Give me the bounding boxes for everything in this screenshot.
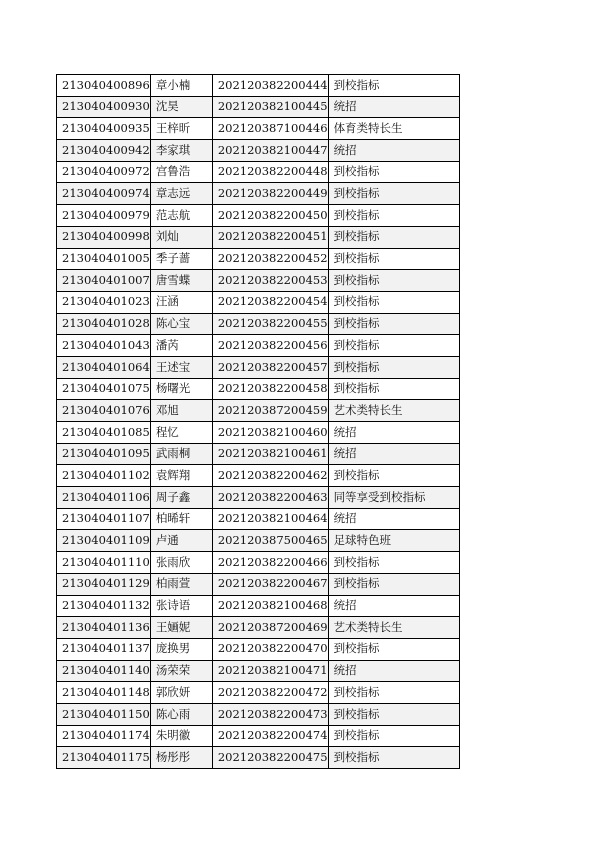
admission-category-cell: 统招 (328, 443, 459, 465)
admission-category-cell: 到校指标 (328, 270, 459, 292)
table-row (57, 313, 460, 335)
exam-number-cell: 213040401110 (57, 552, 151, 574)
table-row (57, 183, 460, 205)
admission-category-cell: 到校指标 (328, 378, 459, 400)
student-name-cell: 唐雪蝶 (150, 270, 212, 292)
table-row (57, 465, 460, 487)
student-name-cell: 王述宝 (150, 356, 212, 378)
student-name-cell: 潘芮 (150, 335, 212, 357)
table-row (57, 118, 460, 140)
table-row (57, 270, 460, 292)
admission-number-cell: 202120382200452 (212, 248, 328, 270)
exam-number-cell: 213040400998 (57, 226, 151, 248)
admission-category-cell: 到校指标 (328, 465, 459, 487)
admission-category-cell: 同等享受到校指标 (328, 487, 459, 509)
table-row (57, 96, 460, 118)
table-row (57, 508, 460, 530)
admission-category-cell: 体育类特长生 (328, 118, 459, 140)
exam-number-cell: 213040401129 (57, 573, 151, 595)
student-name-cell: 刘灿 (150, 226, 212, 248)
student-name-cell: 程忆 (150, 422, 212, 444)
table-row (57, 205, 460, 227)
table-row (57, 335, 460, 357)
admission-number-cell: 202120387500465 (212, 530, 328, 552)
exam-number-cell: 213040401043 (57, 335, 151, 357)
admission-category-cell: 艺术类特长生 (328, 617, 459, 639)
admission-number-cell: 202120382200472 (212, 682, 328, 704)
table-row (57, 682, 460, 704)
exam-number-cell: 213040401175 (57, 747, 151, 769)
table-row (57, 638, 460, 660)
table-row (57, 660, 460, 682)
student-name-cell: 王梓昕 (150, 118, 212, 140)
exam-number-cell: 213040400942 (57, 140, 151, 162)
admission-table (56, 74, 460, 769)
student-name-cell: 张雨欣 (150, 552, 212, 574)
admission-number-cell: 202120382200456 (212, 335, 328, 357)
table-row (57, 443, 460, 465)
admission-number-cell: 202120382200453 (212, 270, 328, 292)
exam-number-cell: 213040400974 (57, 183, 151, 205)
admission-number-cell: 202120382200475 (212, 747, 328, 769)
admission-category-cell: 足球特色班 (328, 530, 459, 552)
admission-number-cell: 202120382200444 (212, 75, 328, 97)
table-row (57, 487, 460, 509)
admission-category-cell: 统招 (328, 96, 459, 118)
table-row (57, 226, 460, 248)
admission-category-cell: 统招 (328, 140, 459, 162)
admission-number-cell: 202120382200454 (212, 291, 328, 313)
exam-number-cell: 213040401137 (57, 638, 151, 660)
admission-category-cell: 到校指标 (328, 313, 459, 335)
exam-number-cell: 213040400896 (57, 75, 151, 97)
table-row (57, 422, 460, 444)
admission-category-cell: 到校指标 (328, 161, 459, 183)
admission-category-cell: 到校指标 (328, 682, 459, 704)
table-row (57, 400, 460, 422)
exam-number-cell: 213040401023 (57, 291, 151, 313)
admission-table-body (57, 75, 460, 769)
exam-number-cell: 213040401140 (57, 660, 151, 682)
student-name-cell: 章志远 (150, 183, 212, 205)
student-name-cell: 宫鲁浩 (150, 161, 212, 183)
exam-number-cell: 213040401005 (57, 248, 151, 270)
table-row (57, 248, 460, 270)
student-name-cell: 张诗语 (150, 595, 212, 617)
student-name-cell: 邓旭 (150, 400, 212, 422)
admission-category-cell: 到校指标 (328, 725, 459, 747)
exam-number-cell: 213040401007 (57, 270, 151, 292)
admission-category-cell: 到校指标 (328, 291, 459, 313)
exam-number-cell: 213040401076 (57, 400, 151, 422)
admission-category-cell: 到校指标 (328, 356, 459, 378)
admission-number-cell: 202120382200448 (212, 161, 328, 183)
student-name-cell: 汤荣荣 (150, 660, 212, 682)
admission-number-cell: 202120382200466 (212, 552, 328, 574)
student-name-cell: 陈心雨 (150, 703, 212, 725)
table-row (57, 573, 460, 595)
admission-number-cell: 202120382100460 (212, 422, 328, 444)
admission-number-cell: 202120382100464 (212, 508, 328, 530)
table-row (57, 530, 460, 552)
exam-number-cell: 213040401132 (57, 595, 151, 617)
admission-number-cell: 202120382100461 (212, 443, 328, 465)
student-name-cell: 庞换男 (150, 638, 212, 660)
admission-number-cell: 202120382200451 (212, 226, 328, 248)
admission-category-cell: 到校指标 (328, 75, 459, 97)
table-row (57, 378, 460, 400)
admission-number-cell: 202120382100447 (212, 140, 328, 162)
table-row (57, 747, 460, 769)
student-name-cell: 李家琪 (150, 140, 212, 162)
admission-number-cell: 202120382200450 (212, 205, 328, 227)
admission-number-cell: 202120382200470 (212, 638, 328, 660)
table-row (57, 161, 460, 183)
admission-number-cell: 202120382200449 (212, 183, 328, 205)
admission-category-cell: 到校指标 (328, 747, 459, 769)
student-name-cell: 陈心宝 (150, 313, 212, 335)
admission-category-cell: 到校指标 (328, 248, 459, 270)
admission-number-cell: 202120382200455 (212, 313, 328, 335)
table-row (57, 617, 460, 639)
exam-number-cell: 213040401064 (57, 356, 151, 378)
student-name-cell: 柏晞轩 (150, 508, 212, 530)
exam-number-cell: 213040401085 (57, 422, 151, 444)
admission-number-cell: 202120382100445 (212, 96, 328, 118)
student-name-cell: 周子鑫 (150, 487, 212, 509)
admission-category-cell: 统招 (328, 595, 459, 617)
table-row (57, 140, 460, 162)
exam-number-cell: 213040400930 (57, 96, 151, 118)
student-name-cell: 章小楠 (150, 75, 212, 97)
student-name-cell: 汪涵 (150, 291, 212, 313)
table-row (57, 552, 460, 574)
admission-category-cell: 到校指标 (328, 226, 459, 248)
admission-number-cell: 202120387200459 (212, 400, 328, 422)
exam-number-cell: 213040401028 (57, 313, 151, 335)
exam-number-cell: 213040400935 (57, 118, 151, 140)
student-name-cell: 季子蔷 (150, 248, 212, 270)
admission-category-cell: 到校指标 (328, 638, 459, 660)
student-name-cell: 杨彤彤 (150, 747, 212, 769)
admission-category-cell: 到校指标 (328, 703, 459, 725)
admission-number-cell: 202120382200458 (212, 378, 328, 400)
admission-number-cell: 202120382200467 (212, 573, 328, 595)
student-name-cell: 武雨桐 (150, 443, 212, 465)
student-name-cell: 柏雨萱 (150, 573, 212, 595)
admission-number-cell: 202120387200469 (212, 617, 328, 639)
admission-number-cell: 202120382200473 (212, 703, 328, 725)
admission-number-cell: 202120382100468 (212, 595, 328, 617)
student-name-cell: 朱明徽 (150, 725, 212, 747)
student-name-cell: 沈昊 (150, 96, 212, 118)
table-row (57, 356, 460, 378)
student-name-cell: 范志航 (150, 205, 212, 227)
admission-number-cell: 202120382100471 (212, 660, 328, 682)
table-row (57, 725, 460, 747)
admission-category-cell: 艺术类特长生 (328, 400, 459, 422)
admission-category-cell: 到校指标 (328, 183, 459, 205)
admission-number-cell: 202120387100446 (212, 118, 328, 140)
admission-number-cell: 202120382200474 (212, 725, 328, 747)
exam-number-cell: 213040400972 (57, 161, 151, 183)
admission-category-cell: 到校指标 (328, 335, 459, 357)
admission-number-cell: 202120382200463 (212, 487, 328, 509)
exam-number-cell: 213040401107 (57, 508, 151, 530)
exam-number-cell: 213040401148 (57, 682, 151, 704)
exam-number-cell: 213040400979 (57, 205, 151, 227)
exam-number-cell: 213040401106 (57, 487, 151, 509)
exam-number-cell: 213040401075 (57, 378, 151, 400)
table-row (57, 595, 460, 617)
student-name-cell: 卢通 (150, 530, 212, 552)
student-name-cell: 杨曙光 (150, 378, 212, 400)
student-name-cell: 袁辉翔 (150, 465, 212, 487)
admission-category-cell: 到校指标 (328, 552, 459, 574)
exam-number-cell: 213040401136 (57, 617, 151, 639)
admission-category-cell: 统招 (328, 660, 459, 682)
student-name-cell: 郭欣妍 (150, 682, 212, 704)
admission-category-cell: 到校指标 (328, 573, 459, 595)
admission-category-cell: 统招 (328, 508, 459, 530)
admission-number-cell: 202120382200462 (212, 465, 328, 487)
admission-category-cell: 到校指标 (328, 205, 459, 227)
exam-number-cell: 213040401109 (57, 530, 151, 552)
admission-category-cell: 统招 (328, 422, 459, 444)
exam-number-cell: 213040401150 (57, 703, 151, 725)
admission-list-sheet (56, 74, 460, 769)
table-row (57, 75, 460, 97)
exam-number-cell: 213040401095 (57, 443, 151, 465)
table-row (57, 703, 460, 725)
table-row (57, 291, 460, 313)
student-name-cell: 王婳妮 (150, 617, 212, 639)
exam-number-cell: 213040401102 (57, 465, 151, 487)
exam-number-cell: 213040401174 (57, 725, 151, 747)
admission-number-cell: 202120382200457 (212, 356, 328, 378)
